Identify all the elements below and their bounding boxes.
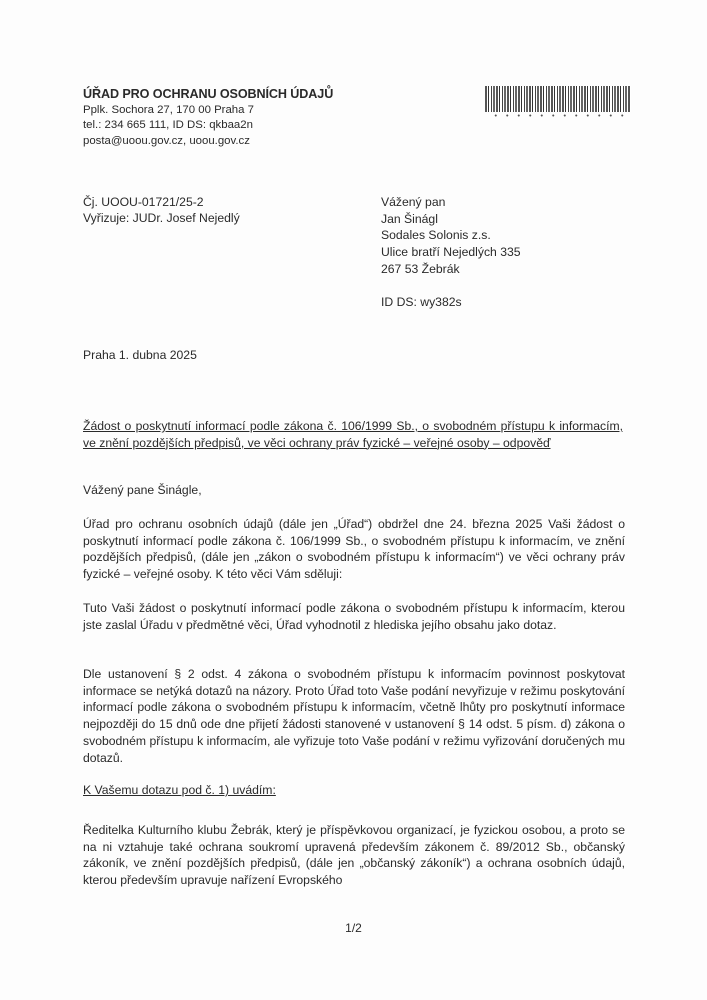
page-number: 1/2 bbox=[345, 921, 362, 935]
salutation: Vážený pane Šinágle, bbox=[83, 483, 202, 497]
handled-by: Vyřizuje: JUDr. Josef Nejedlý bbox=[83, 211, 240, 225]
reference-block bbox=[83, 194, 240, 226]
case-number: Čj. UOOU-01721/25-2 bbox=[83, 195, 204, 209]
organization-contact: tel.: 234 665 111, ID DS: qkbaa2n bbox=[83, 119, 253, 132]
paragraph-question-1: Ředitelka Kulturního klubu Žebrák, který je příspěvkovou organizací, je fyzickou osobou, a proto se na ni vztahuje také ochrana soukromí upravená především zákonem č. 89/2012 Sb., občanský zákoník, ve znění pozdějších předpisů, (dále jen „občanský zákoník“) a ochrana osobních údajů, kterou především upravuje nařízení Evropského bbox=[83, 823, 625, 888]
organization-name: ÚŘAD PRO OCHRANU OSOBNÍCH ÚDAJŮ bbox=[83, 87, 334, 101]
addressee-city: 267 53 Žebrák bbox=[381, 261, 460, 276]
paragraph-assessment: Tuto Vaši žádost o poskytnutí informací podle zákona o svobodném přístupu k informacím, kterou jste zaslal Úřadu v předmětné věci, Úřad vyhodnotil z hlediska jejího obsahu jako dotaz. bbox=[83, 601, 625, 632]
organization-web: posta@uoou.gov.cz, uoou.gov.cz bbox=[83, 134, 250, 147]
letter-subject: Žádost o poskytnutí informací podle zákona č. 106/1999 Sb., o svobodném přístupu k informacím, ve znění pozdějších předpisů, ve věci ochrany práv fyzické – veřejné osoby – odpověď bbox=[83, 419, 623, 450]
addressee-name: Jan Šinágl bbox=[381, 211, 438, 226]
addressee-organization: Sodales Solonis z.s. bbox=[381, 228, 491, 243]
barcode-digits bbox=[490, 114, 630, 117]
addressee-data-box: ID DS: wy382s bbox=[381, 294, 462, 309]
addressee-block bbox=[381, 194, 521, 310]
paragraph-legal-basis: Dle ustanovení § 2 odst. 4 zákona o svobodném přístupu k informacím povinnost poskytovat informace se netýká dotazů na názory. Proto Úřad toto Vaše podání nevyřizuje v režimu poskytování informací podle zákona o svobodném přístupu k informacím, včetně lhůty pro poskytnutí informace nejpozději do 15 dnů ode dne přijetí žádosti stanovené v ustanovení § 14 odst. 5 písm. d) zákona o svobodném přístupu k informacím, ale vyřizuje toto Vaše podání v režimu vyřizování doručených mu dotazů. bbox=[83, 667, 625, 765]
addressee-street: Ulice bratří Nejedlých 335 bbox=[381, 245, 521, 260]
letter-date: Praha 1. dubna 2025 bbox=[83, 348, 197, 362]
letterhead bbox=[83, 87, 333, 149]
section-heading: K Vašemu dotazu pod č. 1) uvádím: bbox=[83, 783, 276, 797]
addressee-greeting: Vážený pan bbox=[381, 195, 446, 209]
barcode bbox=[485, 86, 631, 112]
organization-address: Pplk. Sochora 27, 170 00 Praha 7 bbox=[83, 103, 254, 116]
paragraph-intro: Úřad pro ochranu osobních údajů (dále jen „Úřad“) obdržel dne 24. března 2025 Vaši žádost o poskytnutí informací podle zákona č. 106/1999 Sb., o svobodném přístupu k informacím, ve znění pozdějších předpisů, (dále jen „zákon o svobodném přístupu k informacím“) ve věci ochrany práv fyzické – veřejné osoby. K této věci Vám sděluji: bbox=[83, 517, 625, 582]
